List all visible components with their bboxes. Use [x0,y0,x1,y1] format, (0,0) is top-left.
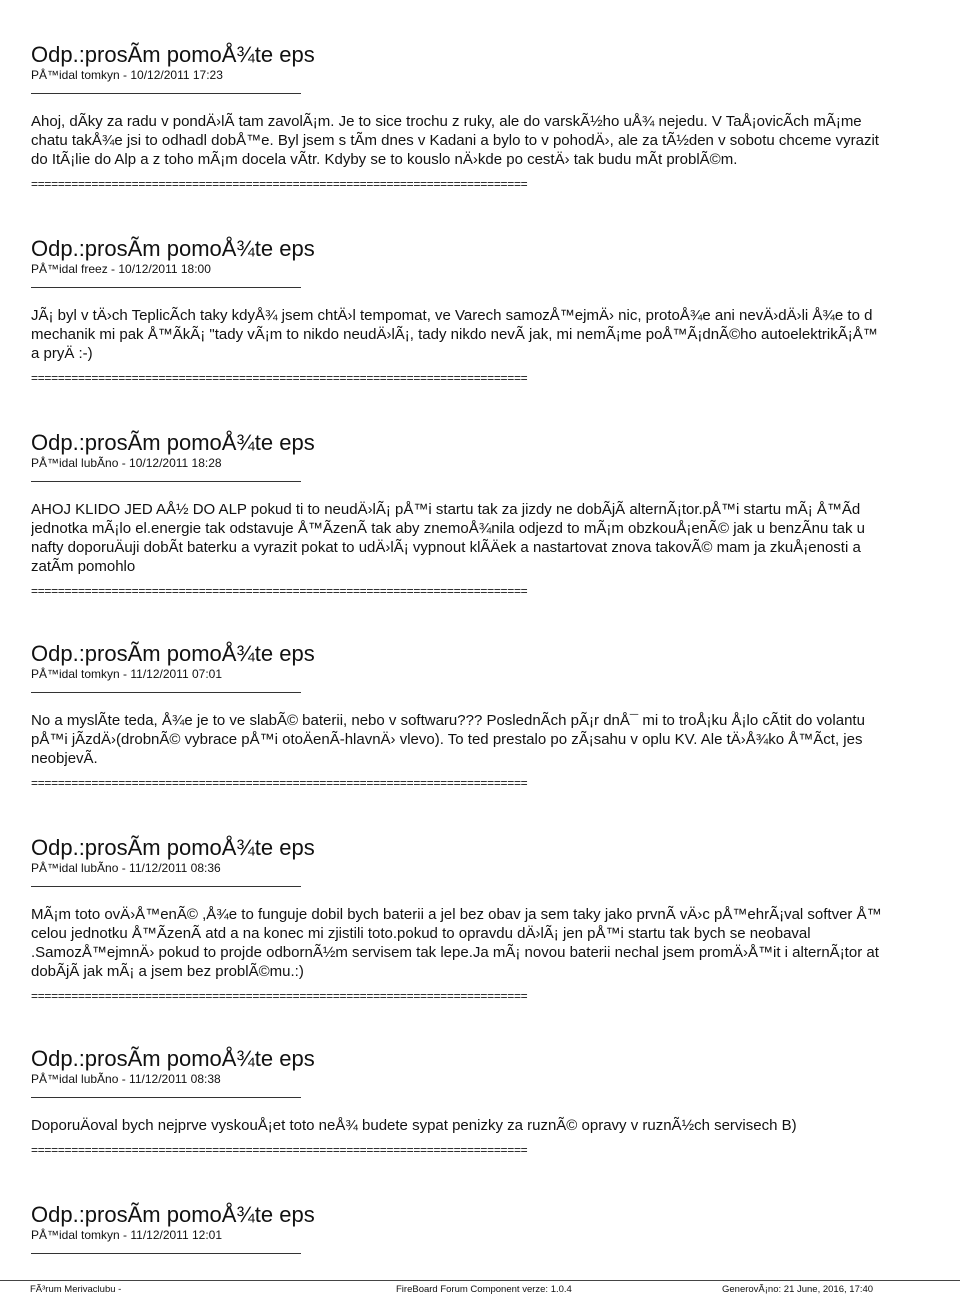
post-title: Odp.:prosÃm pomoÅ¾te eps [31,1202,315,1227]
post-2 [31,236,960,385]
post-meta: PÅ™idal tomkyn - 10/12/2011 17:23 [31,68,223,82]
post-separator: ========================================================================== [31,1143,528,1157]
meta-divider [31,1253,301,1254]
page-footer [0,1280,960,1297]
meta-divider [31,1097,301,1098]
post-meta: PÅ™idal tomkyn - 11/12/2011 07:01 [31,667,223,681]
post-meta: PÅ™idal lubÃno - 11/12/2011 08:36 [31,861,221,875]
post-4 [31,641,960,790]
meta-divider [31,93,301,94]
post-meta: PÅ™idal lubÃno - 11/12/2011 08:38 [31,1072,221,1086]
footer-component: FireBoard Forum Component verze: 1.0.4 [396,1284,572,1295]
post-3 [31,430,960,598]
meta-divider [31,886,301,887]
post-meta: PÅ™idal tomkyn - 11/12/2011 12:01 [31,1228,223,1242]
post-separator: ========================================================================== [31,989,528,1003]
post-meta: PÅ™idal lubÃno - 10/12/2011 18:28 [31,456,222,470]
post-title: Odp.:prosÃm pomoÅ¾te eps [31,835,315,860]
post-body: Ahoj, dÃky za radu v pondÄ›lÃ tam zavolÃ¡m. Je to sice trochu z ruky, ale do varskÃ½ho uÅ¾ nejedu. V TaÅ¡ovicÃch mÃ¡me chatu takÅ¾e jsi to odhadl dobÅ™e. Byl jsem s tÃm dnes v Kadani a bylo to v pohodÄ›, ale za tÃ½den v sobotu chceme vyrazit do ItÃ¡lie do Alp a z toho mÃ¡m docela vÃtr. Kdyby se to kouslo nÄ›kde po cestÄ› tak budu mÃt problÃ©m. [31,113,879,168]
footer-divider [0,1280,960,1281]
post-separator: ========================================================================== [31,584,528,598]
post-body: DoporuÄoval bych nejprve vyskouÅ¡et toto neÅ¾ budete sypat penizky za ruznÃ© opravy v ruznÃ½ch servisech B) [31,1117,797,1134]
post-title: Odp.:prosÃm pomoÅ¾te eps [31,641,315,666]
post-title: Odp.:prosÃm pomoÅ¾te eps [31,1046,315,1071]
post-body: AHOJ KLIDO JED AÅ½ DO ALP pokud ti to neudÄ›lÃ¡ pÅ™i startu tak za jizdy ne dobÃjÃ alternÃ¡tor.pÅ™i startu mÃ¡ Å™Ãd jednotka mÃ¡lo el.energie tak odstavuje Å™ÃzenÃ tak aby znemoÅ¾nila odjezd to mÃ¡m obzkouÅ¡enÃ© jak u benzÃnu tak u nafty doporuÄuji dobÃt baterku a vyrazit pokat to udÄ›lÃ¡ vypnout klÃÄek a nastartovat znova takovÃ© mam ja zkuÅ¡enosti a zatÃm pomohlo [31,501,866,575]
post-separator: ========================================================================== [31,776,528,790]
post-body: MÃ¡m toto ovÄ›Å™enÃ© ,Å¾e to funguje dobil bych baterii a jel bez obav ja sem taky jako prvnÃ vÄ›c pÅ™ehrÃ¡val softver Å™ celou jednotku Å™ÃzenÃ atd a na konec mi zjistili toto.pokud to opravdu dÄ›lÃ¡ jen pÅ™i startu tak bych se neobaval .SamozÅ™ejmnÄ› pokud to projde odbornÃ½m servisem tak lepe.Ja mÃ¡ novou baterii nechal jsem promÄ›Å™it i alternÃ¡tor at dobÃjÃ jak mÃ¡ a jsem bez problÃ©mu.:) [31,906,882,980]
meta-divider [31,481,301,482]
meta-divider [31,692,301,693]
post-title: Odp.:prosÃm pomoÅ¾te eps [31,236,315,261]
post-title: Odp.:prosÃm pomoÅ¾te eps [31,430,315,455]
post-5 [31,835,960,1003]
post-7 [31,1202,960,1254]
post-1 [31,42,960,191]
post-title: Odp.:prosÃm pomoÅ¾te eps [31,42,315,67]
post-body: JÃ¡ byl v tÄ›ch TeplicÃch taky kdyÅ¾ jsem chtÄ›l tempomat, ve Varech samozÅ™ejmÄ› nic, protoÅ¾e ani nevÄ›dÄ›li Å¾e to d mechanik mi pak Å™ÃkÃ¡ "tady vÃ¡m to nikdo neudÄ›lÃ¡, tady nikdo nevÃ jak, mi nemÃ¡me poÅ™Ã¡dnÃ©ho autoelektrikÃ¡Å™ a pryÄ :-) [31,307,878,362]
post-meta: PÅ™idal freez - 10/12/2011 18:00 [31,262,211,276]
post-separator: ========================================================================== [31,177,528,191]
footer-forum-name: FÃ³rum Merivaclubu - [30,1284,122,1295]
post-separator: ========================================================================== [31,371,528,385]
meta-divider [31,287,301,288]
footer-generated: GenerovÃ¡no: 21 June, 2016, 17:40 [722,1284,874,1295]
post-6 [31,1046,960,1157]
post-body: No a myslÃte teda, Å¾e je to ve slabÃ© baterii, nebo v softwaru??? PoslednÃch pÃ¡r dnÅ¯ mi to troÅ¡ku Å¡lo cÃtit do volantu pÅ™i jÃzdÄ›(drobnÃ© vybrace pÅ™i otoÄenÃ-hlavnÄ› vlevo). To ted prestalo po zÃ¡sahu v oplu KV. Ale tÄ›Å¾ko Å™Ãct, jes neobjevÃ. [31,712,865,767]
